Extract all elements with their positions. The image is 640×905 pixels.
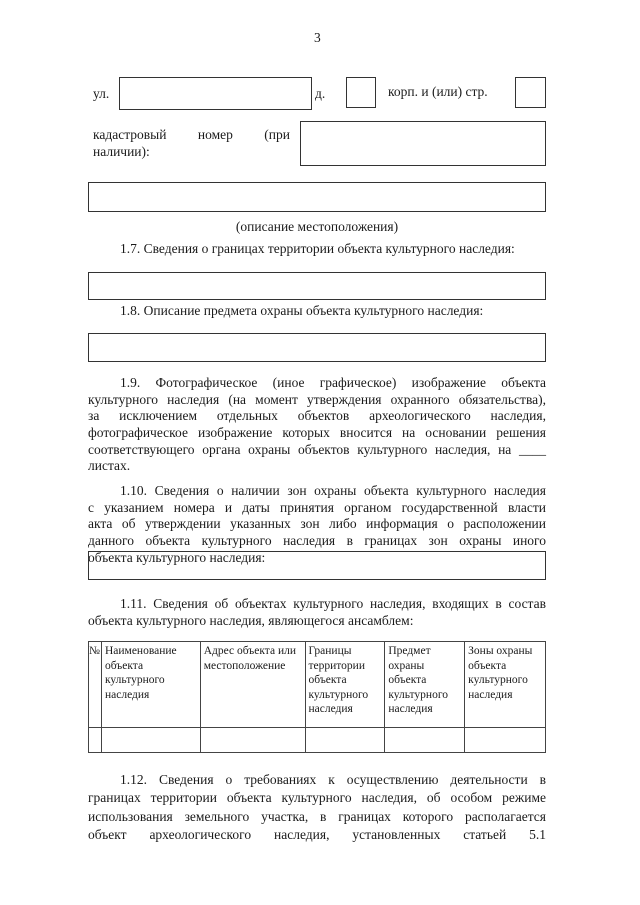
table-cell[interactable] <box>465 728 546 753</box>
header-address: Адрес объекта или местоположение <box>200 642 305 728</box>
street-label: ул. <box>93 86 110 101</box>
section-1-9: 1.9. Фотографическое (иное графическое) изображение объекта культурного наследия (на момент утверждения охранного обязательства), за исключением отдельных объектов археологического наследия, фотографическое изображение которых вносится на основании решения соответствующего органа охраны объектов культурного наследия, на ____ листах. <box>88 375 546 474</box>
house-label: д. <box>315 86 326 101</box>
table-cell[interactable] <box>385 728 465 753</box>
header-name: Наименование объекта культурного наследия <box>101 642 200 728</box>
section-1-10: 1.10. Сведения о наличии зон охраны объекта культурного наследия с указанием номера и даты принятия органом государственной власти акта об утверждении указанных зон либо информация о расположении данного объекта культурного наследия в границах зон охраны иного объекта культурного наследия: <box>88 483 546 565</box>
header-protection-subject: Предмет охраны объекта культурного наследия <box>385 642 465 728</box>
table-cell[interactable] <box>89 728 102 753</box>
location-field[interactable] <box>88 182 546 212</box>
cadastral-label: кадастровый номер (при наличии): <box>93 127 290 159</box>
table-row <box>89 728 546 753</box>
protection-subject-field[interactable] <box>88 333 546 362</box>
section-1-12: 1.12. Сведения о требованиях к осуществлению деятельности в границах территории объекта культурного наследия, об особом режиме использования земельного участка, в границах которого располагается объект археологического наследия, установленных статьей 5.1 <box>88 772 546 842</box>
header-boundaries: Границы территории объекта культурного наследия <box>305 642 385 728</box>
section-1-11: 1.11. Сведения об объектах культурного наследия, входящих в состав объекта культурного наследия, являющегося ансамблем: <box>88 596 546 628</box>
section-1-7: 1.7. Сведения о границах территории объекта культурного наследия: <box>120 241 515 256</box>
table-header-row <box>89 642 546 728</box>
building-label: корп. и (или) стр. <box>388 84 488 99</box>
street-field[interactable] <box>119 77 312 110</box>
header-number: № <box>89 642 102 728</box>
table-cell[interactable] <box>101 728 200 753</box>
protection-zones-field[interactable] <box>88 551 546 580</box>
boundaries-field[interactable] <box>88 272 546 300</box>
header-protection-zones: Зоны охраны объекта культурного наследия <box>465 642 546 728</box>
cadastral-field[interactable] <box>300 121 546 166</box>
table-cell[interactable] <box>305 728 385 753</box>
house-field[interactable] <box>346 77 376 108</box>
table-cell[interactable] <box>200 728 305 753</box>
location-caption: (описание местоположения) <box>235 219 399 234</box>
page-number: 3 <box>314 30 321 45</box>
section-1-8: 1.8. Описание предмета охраны объекта культурного наследия: <box>120 303 484 318</box>
ensemble-objects-table <box>88 641 546 753</box>
building-field[interactable] <box>515 77 546 108</box>
